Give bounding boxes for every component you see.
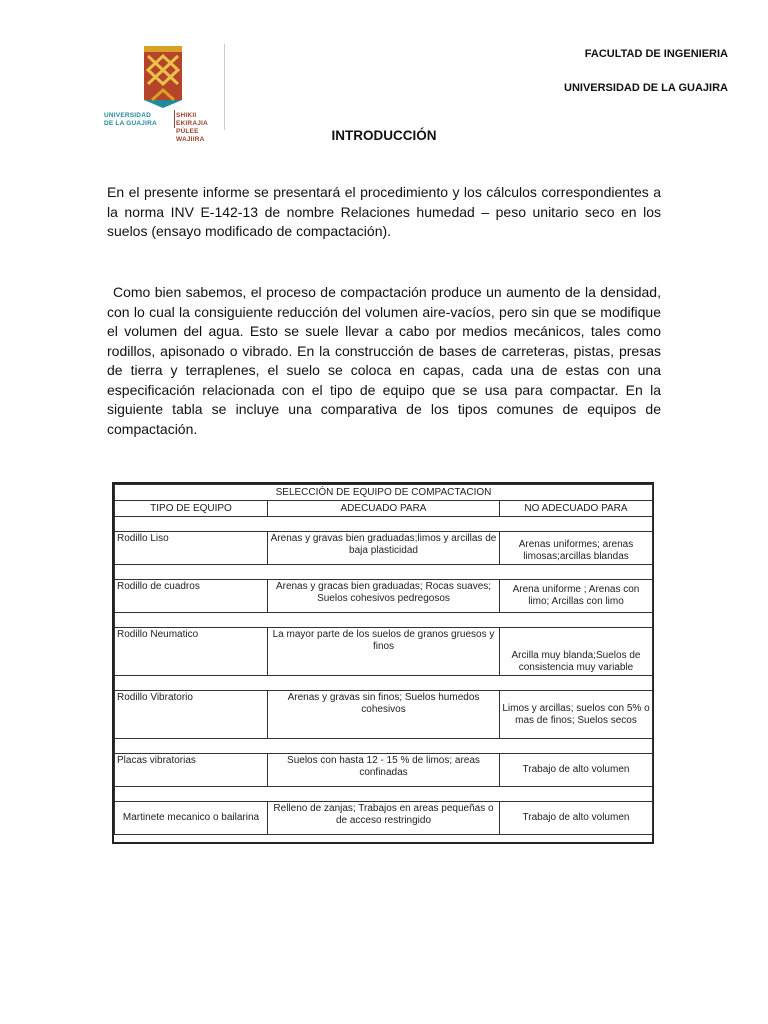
column-header: TIPO DE EQUIPO: [115, 501, 268, 517]
logo-divider: [174, 110, 175, 128]
table-spacer: [115, 787, 653, 802]
university-emblem-icon: [142, 44, 184, 108]
equipment-type-cell: Martinete mecanico o bailarina: [115, 802, 268, 835]
table-spacer: [115, 517, 653, 532]
suitable-for-cell: Relleno de zanjas; Trabajos en areas pequeñas o de acceso restringido: [268, 802, 500, 835]
not-suitable-for-cell: Arenas uniformes; arenas limosas;arcillas blandas: [500, 532, 653, 565]
table-row: [115, 691, 653, 739]
equipment-type-cell: Rodillo de cuadros: [115, 580, 268, 613]
not-suitable-for-cell: Arena uniforme ; Arenas con limo; Arcillas con limo: [500, 580, 653, 613]
suitable-for-cell: Arenas y gravas bien graduadas;limos y arcillas de baja plasticidad: [268, 532, 500, 565]
column-header: ADECUADO PARA: [268, 501, 500, 517]
table-spacer: [115, 613, 653, 628]
suitable-for-cell: La mayor parte de los suelos de granos gruesos y finos: [268, 628, 500, 676]
equipment-type-cell: Rodillo Liso: [115, 532, 268, 565]
column-header: NO ADECUADO PARA: [500, 501, 653, 517]
not-suitable-for-cell: Limos y arcillas; suelos con 5% o mas de finos; Suelos secos: [500, 691, 653, 739]
table-spacer: [115, 565, 653, 580]
equipment-type-cell: Placas vibratorias: [115, 754, 268, 787]
intro-paragraph-1: En el presente informe se presentará el procedimiento y los cálculos correspondientes a la norma INV E-142-13 de nombre Relaciones humedad – peso unitario seco en los suelos (ensayo modificado de compactación).: [107, 184, 661, 239]
table-row: [115, 754, 653, 787]
university-logo: [104, 44, 226, 143]
table-row: [115, 628, 653, 676]
logo-vertical-rule: [224, 44, 225, 130]
logo-text-left: UNIVERSIDAD DE LA GUAJIRA: [104, 112, 157, 127]
equipment-type-cell: Rodillo Vibratorio: [115, 691, 268, 739]
equipment-type-cell: Rodillo Neumatico: [115, 628, 268, 676]
table-row: [115, 532, 653, 565]
intro-paragraph-2: Como bien sabemos, el proceso de compactación produce un aumento de la densidad, con lo cual la consiguiente reducción del volumen aire-vacíos, pero sin que se modifique el volumen del agua. Esto se suele llevar a cabo por medios mecánicos, tales como rodillos, apisonado o vibrado. En la construcción de bases de carreteras, pistas, presas de tierra y terraplenes, el suelo se coloca en capas, cada una de estas con una especificación relacionada con el tipo de equipo que se usa para compactar. En la siguiente tabla se incluye una comparativa de los tipos comunes de equipos de compactación.: [107, 284, 661, 437]
table-row: [115, 802, 653, 835]
table-spacer: [115, 676, 653, 691]
table-row: [115, 580, 653, 613]
not-suitable-for-cell: Trabajo de alto volumen: [500, 802, 653, 835]
table-caption: SELECCIÓN DE EQUIPO DE COMPACTACION: [115, 485, 653, 501]
not-suitable-for-cell: Trabajo de alto volumen: [500, 754, 653, 787]
suitable-for-cell: Suelos con hasta 12 - 15 % de limos; areas confinadas: [268, 754, 500, 787]
suitable-for-cell: Arenas y gracas bien graduadas; Rocas suaves; Suelos cohesivos pedregosos: [268, 580, 500, 613]
faculty-header: FACULTAD DE INGENIERIA: [584, 48, 728, 60]
logo-text-right: SHIKII EKIRAJIA PÜLEE WAJIIRA: [176, 112, 208, 143]
compaction-equipment-table: [112, 482, 654, 844]
not-suitable-for-cell: Arcilla muy blanda;Suelos de consistencia muy variable: [500, 628, 653, 676]
table-spacer: [115, 739, 653, 754]
page-title: INTRODUCCIÓN: [331, 128, 437, 143]
university-header: UNIVERSIDAD DE LA GUAJIRA: [564, 82, 728, 94]
suitable-for-cell: Arenas y gravas sin finos; Suelos humedos cohesivos: [268, 691, 500, 739]
